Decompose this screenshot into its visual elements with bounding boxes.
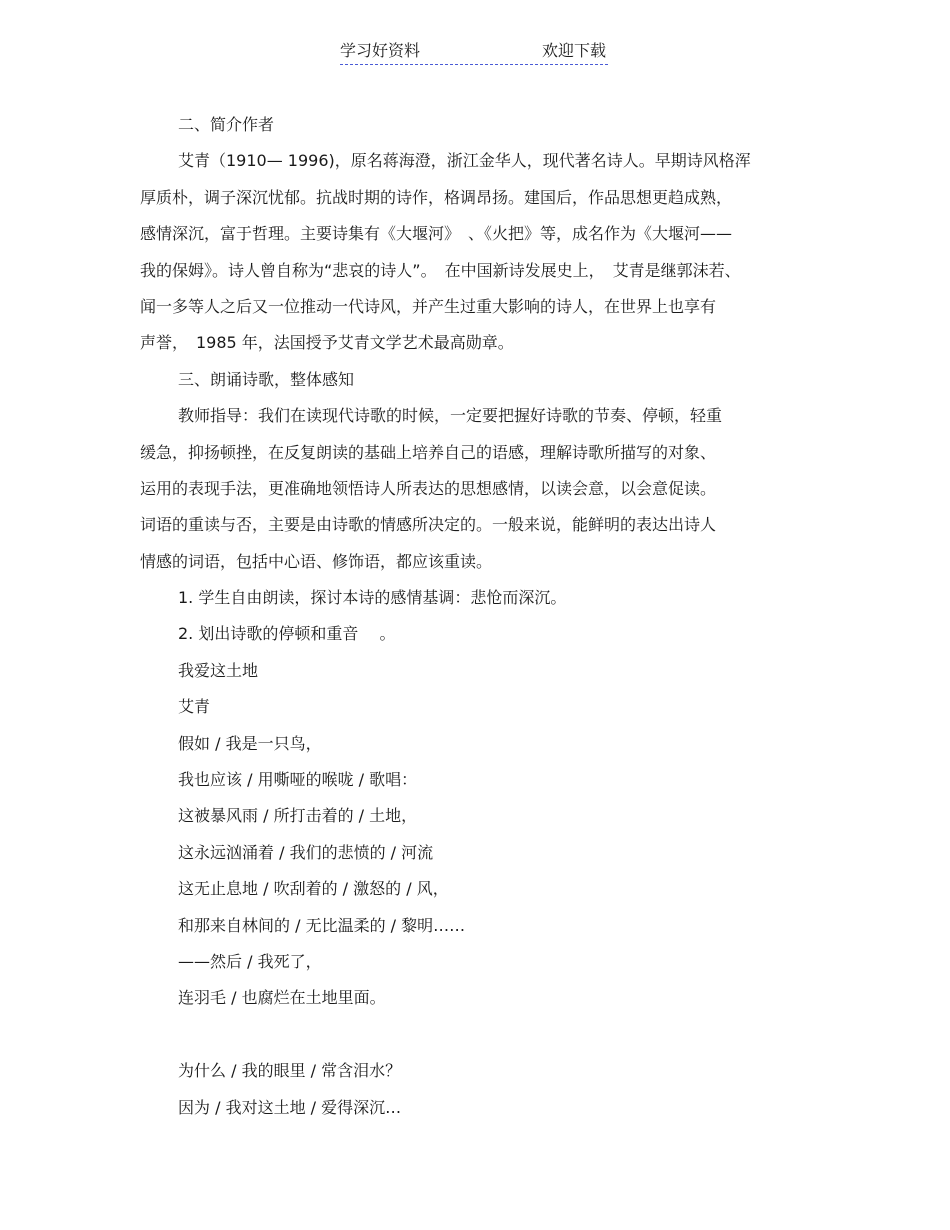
paragraph-line: 教师指导：我们在读现代诗歌的时候，一定要把握好诗歌的节奏、停顿，轻重 <box>178 406 723 426</box>
document-body <box>140 107 820 1126</box>
paragraph-line: 声誉， 1985 年，法国授予艾青文学艺术最高勋章。 <box>140 333 514 353</box>
paragraph-line: 情感的词语，包括中心语、修饰语，都应该重读。 <box>140 551 493 571</box>
poem-line: 这永远汹涌着 / 我们的悲愤的 / 河流 <box>178 842 434 862</box>
poem-line: 和那来自林间的 / 无比温柔的 / 黎明…… <box>178 915 466 935</box>
header-right-text: 欢迎下载 <box>541 41 606 60</box>
section-heading: 二、简介作者 <box>178 115 275 134</box>
stanza-break <box>140 1017 820 1053</box>
poem-line: 因为 / 我对这土地 / 爱得深沉… <box>178 1097 402 1117</box>
poem-title: 我爱这土地 <box>178 660 259 680</box>
poem-line: 假如 / 我是一只鸟， <box>178 733 322 753</box>
poem-line: 为什么 / 我的眼里 / 常含泪水？ <box>178 1061 402 1081</box>
paragraph-line: 艾青（1910— 1996)，原名蒋海澄，浙江金华人，现代著名诗人。早期诗风格浑 <box>178 151 751 171</box>
poem-line: 连羽毛 / 也腐烂在土地里面。 <box>178 988 386 1008</box>
list-item: 2. 划出诗歌的停顿和重音 。 <box>178 624 396 644</box>
list-item: 1. 学生自由朗读，探讨本诗的感情基调：悲怆而深沉。 <box>178 588 567 608</box>
paragraph-line: 词语的重读与否，主要是由诗歌的情感所决定的。一般来说，能鲜明的表达出诗人 <box>140 515 717 535</box>
poem-author: 艾青 <box>178 697 211 717</box>
paragraph-line: 缓急，抑扬顿挫，在反复朗读的基础上培养自己的语感，理解诗歌所描写的对象、 <box>140 442 717 462</box>
poem-line: 这被暴风雨 / 所打击着的 / 土地， <box>178 806 418 826</box>
paragraph-line: 闻一多等人之后又一位推动一代诗风，并产生过重大影响的诗人，在世界上也享有 <box>140 296 717 316</box>
paragraph-line: 运用的表现手法，更准确地领悟诗人所表达的思想感情，以读会意，以会意促读。 <box>140 478 717 498</box>
paragraph-line: 感情深沉，富于哲理。主要诗集有《大堰河》 、《火把》等，成名作为《大堰河—— <box>140 224 733 244</box>
section-heading: 三、朗诵诗歌，整体感知 <box>178 369 355 389</box>
header-left-text: 学习好资料 <box>340 41 421 60</box>
poem-line: ——然后 / 我死了， <box>178 951 322 971</box>
paragraph-line: 厚质朴，调子深沉忧郁。抗战时期的诗作，格调昂扬。建国后，作品思想更趋成熟， <box>140 187 733 207</box>
poem-line: 我也应该 / 用嘶哑的喉咙 / 歌唱： <box>178 770 418 790</box>
page-header <box>340 38 608 65</box>
poem-line: 这无止息地 / 吹刮着的 / 激怒的 / 风， <box>178 879 449 899</box>
paragraph-line: 我的保姆》。诗人曾自称为“悲哀的诗人”。 在中国新诗发展史上， 艾青是继郭沫若、 <box>140 260 741 280</box>
